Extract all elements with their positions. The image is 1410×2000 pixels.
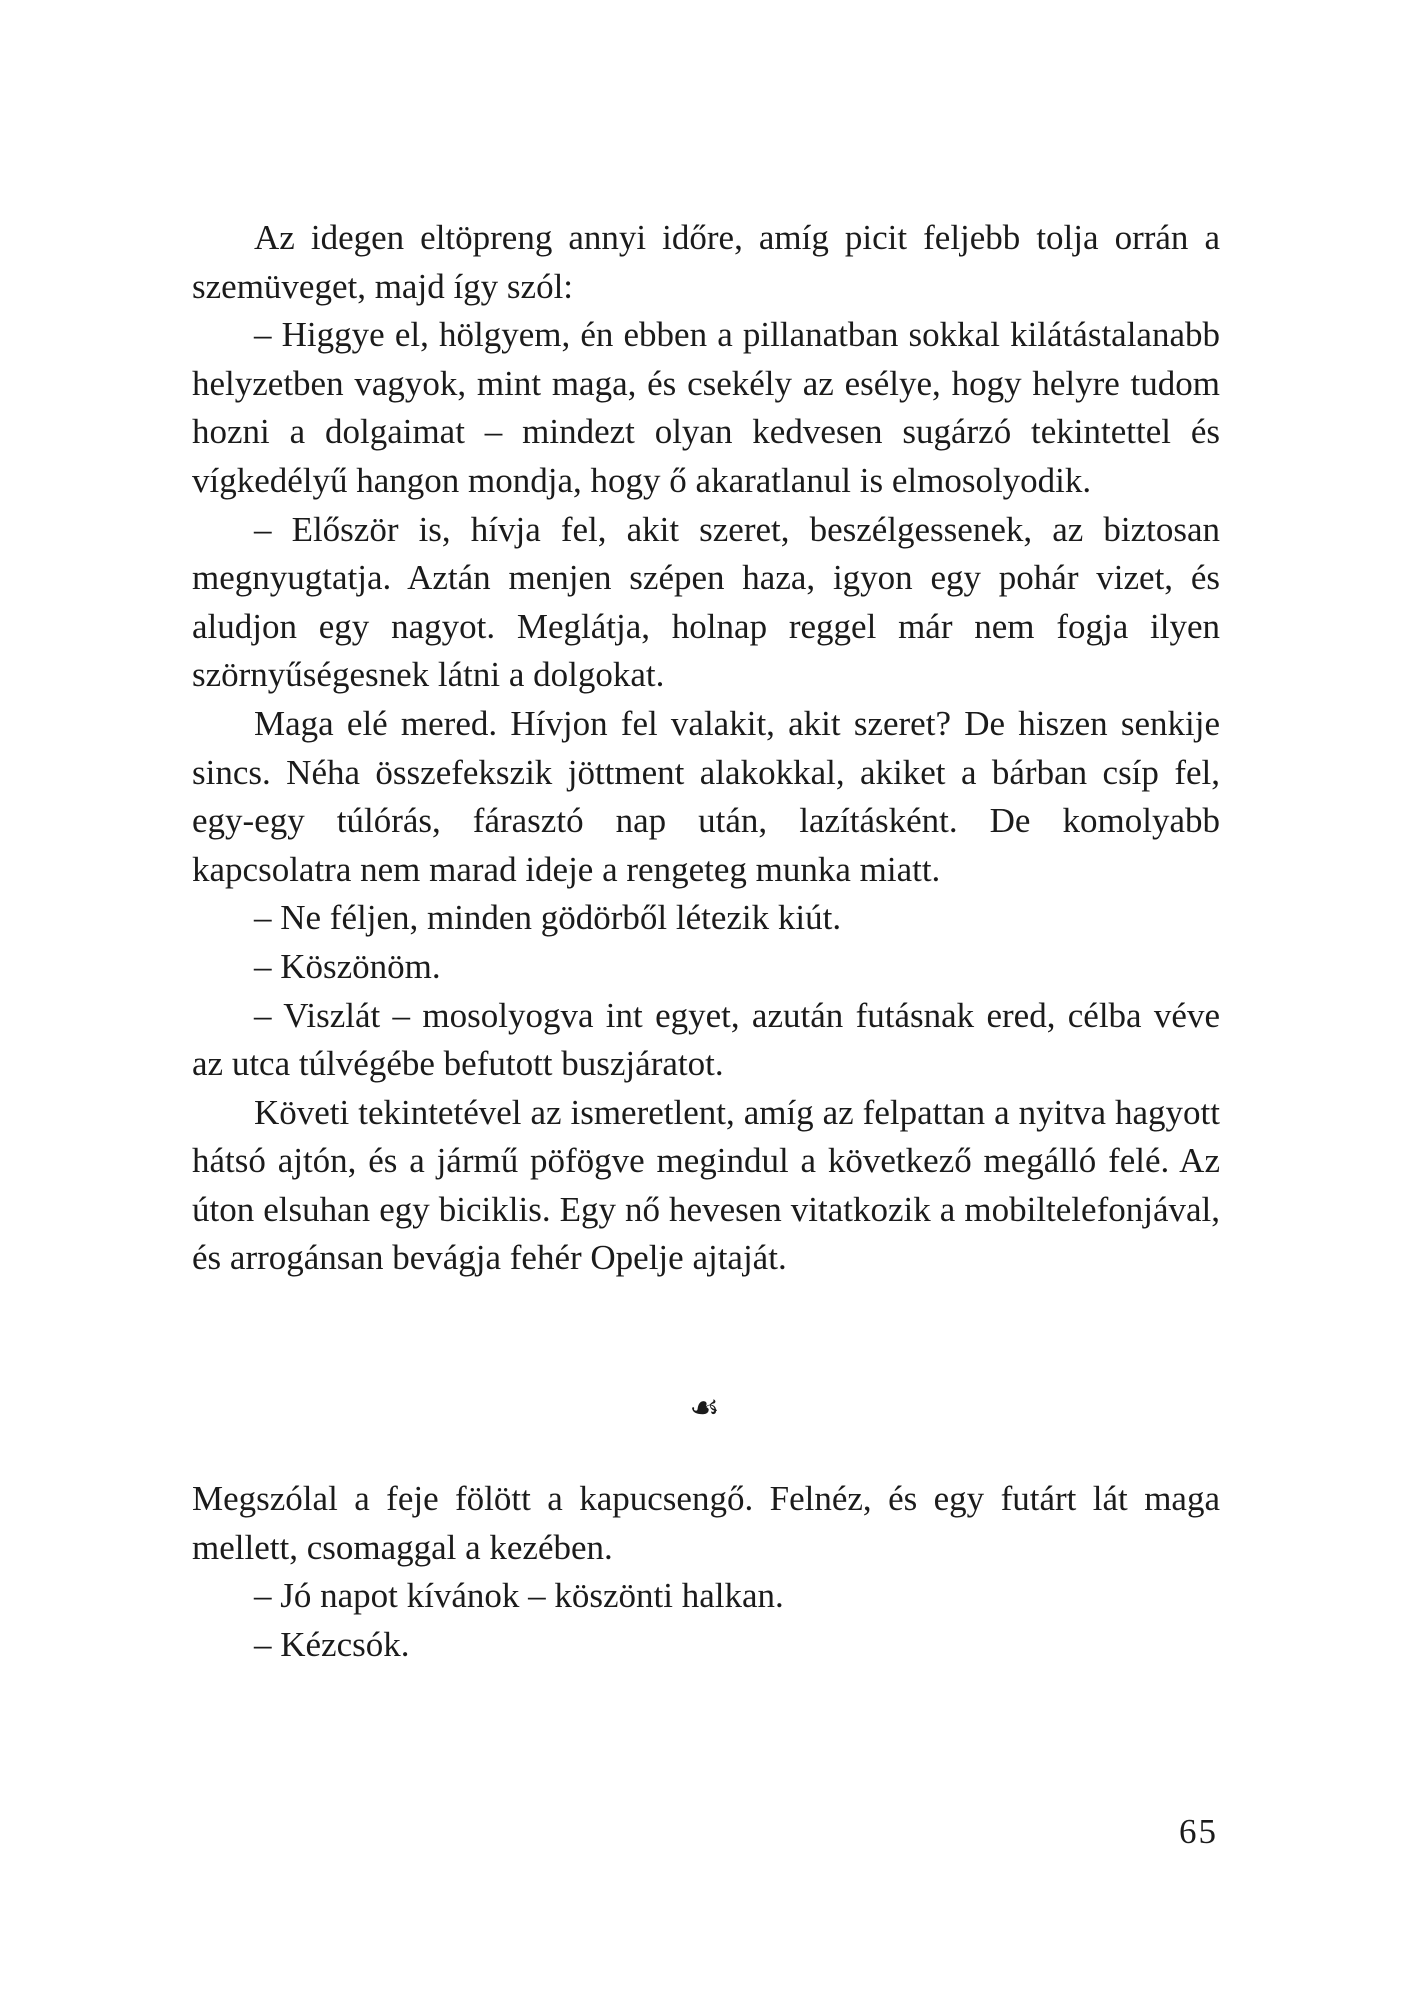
page-number: 65 xyxy=(1179,1812,1218,1851)
dialogue-paragraph: – Jó napot kívánok – köszönti halkan. xyxy=(254,1576,784,1616)
text-section-1 xyxy=(192,214,1220,1283)
text-section-2 xyxy=(192,1475,1220,1669)
dialogue-paragraph: – Higgye el, hölgyem, én ebben a pillanatban sokkal kilátástalanabb helyzetben vagyok, mint maga, és csekély az esélye, hogy helyre tudom hozni a dolgaimat – mindezt olyan kedvesen sugárzó tekintettel és vígkedélyű hangon mondja, hogy ő akaratlanul is elmosolyodik. xyxy=(192,315,1220,500)
dialogue-paragraph: – Kézcsók. xyxy=(254,1624,410,1664)
paragraph: Megszólal a feje fölött a kapucsengő. Felnéz, és egy futárt lát maga mellett, csomaggal a kezében. xyxy=(192,1479,1220,1567)
paragraph: Követi tekintetével az ismeretlent, amíg az felpattan a nyitva hagyott hátsó ajtón, és a jármű pöfögve megindul a következő megálló felé. Az úton elsuhan egy biciklis. Egy nő hevesen vitatkozik a mobiltelefonjával, és arrogánsan bevágja fehér Opelje ajtaját. xyxy=(192,1092,1220,1278)
paragraph: Maga elé mered. Hívjon fel valakit, akit szeret? De hiszen senkije sincs. Néha összefekszik jöttment alakokkal, akiket a bárban csíp fel, egy-egy túlórás, fárasztó nap után, lazításként. De komolyabb kapcsolatra nem marad ideje a rengeteg munka miatt. xyxy=(192,703,1220,889)
dialogue-paragraph: – Köszönöm. xyxy=(254,946,441,986)
dialogue-paragraph: – Viszlát – mosolyogva int egyet, azután futásnak ered, célba véve az utca túlvégébe befutott buszjáratot. xyxy=(192,995,1220,1084)
section-break-ornament-icon: ☙ xyxy=(689,1388,721,1428)
paragraph: Az idegen eltöpreng annyi időre, amíg picit feljebb tolja orrán a szemüveget, majd így szól: xyxy=(192,218,1220,306)
dialogue-paragraph: – Először is, hívja fel, akit szeret, beszélgessenek, az biztosan megnyugtatja. Aztán menjen szépen haza, igyon egy pohár vizet, és aludjon egy nagyot. Meglátja, holnap reggel már nem fogja ilyen szörnyűségesnek látni a dolgokat. xyxy=(192,509,1220,695)
dialogue-paragraph: – Ne féljen, minden gödörből létezik kiút. xyxy=(254,898,842,938)
